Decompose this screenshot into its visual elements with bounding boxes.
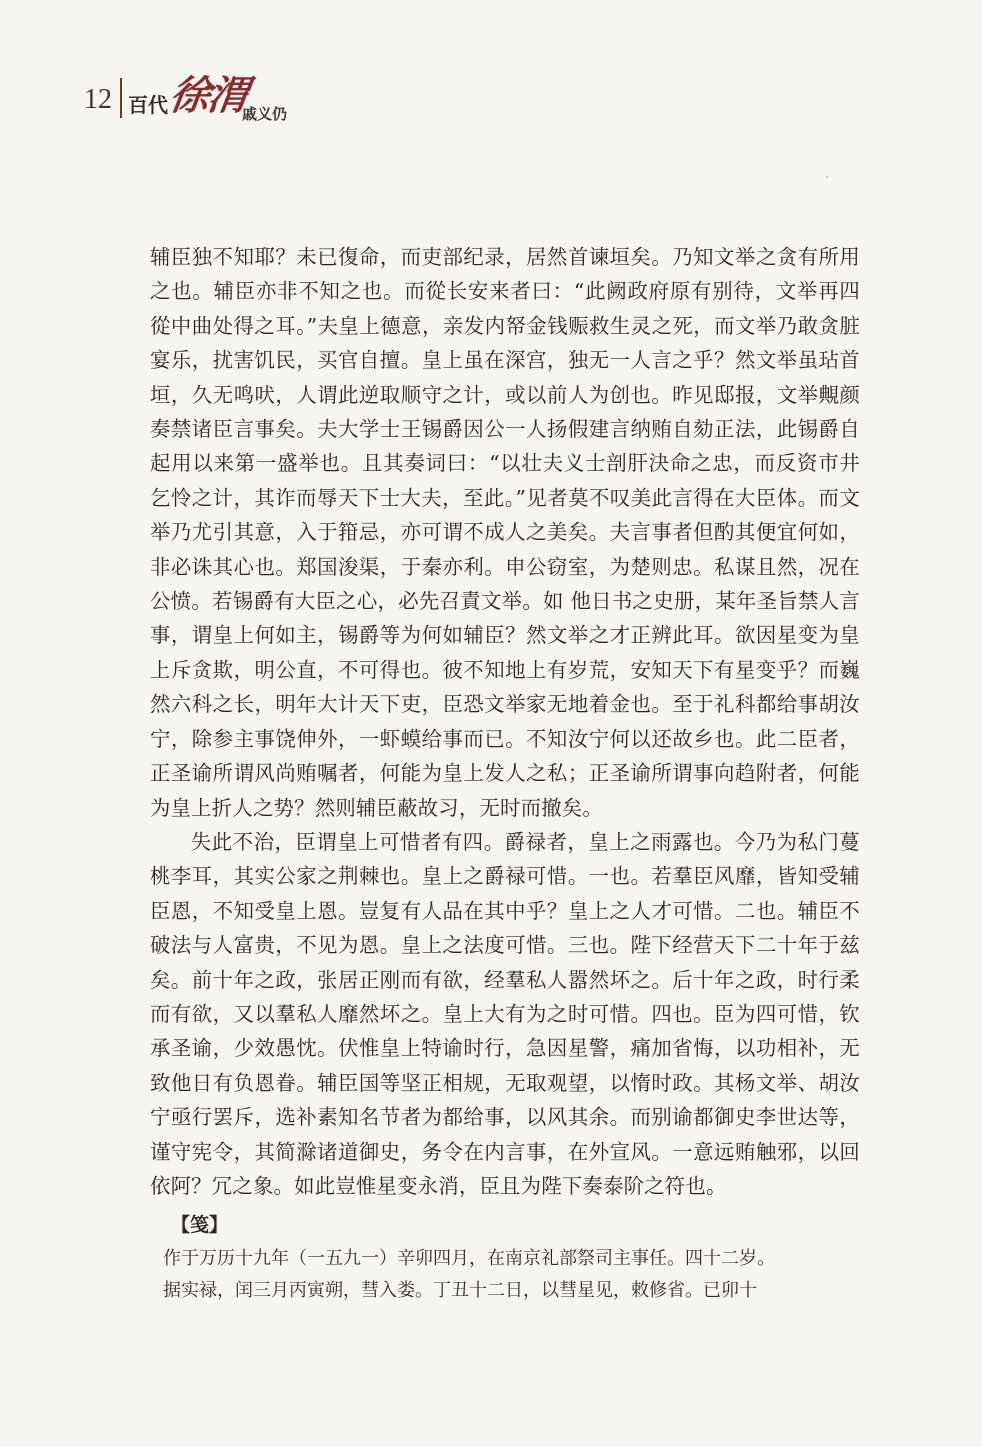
page-header bbox=[84, 70, 288, 123]
series-logo-prefix: 百代 bbox=[128, 93, 168, 117]
series-logo-calligraphy: 徐渭 bbox=[166, 72, 250, 119]
page-number: 12 bbox=[84, 84, 112, 115]
page-speck bbox=[826, 176, 828, 178]
paragraph: 失此不治，臣谓皇上可惜者有四。爵禄者，皇上之雨露也。今乃为私门蔓桃李耳，其实公家之荆棘也。皇上之爵禄可惜。一也。若羣臣风靡，皆知受辅臣恩，不知受皇上恩。豈复有人品在其中乎？皇上之人才可惜。二也。辅臣不破法与人富贵，不见为恩。皇上之法度可惜。三也。陛下经营天下二十年于兹矣。前十年之政，张居正刚而有欲，经羣私人嚣然坏之。后十年之政，时行柔而有欲，又以羣私人靡然坏之。皇上大有为之时可惜。四也。臣为四可惜，钦承圣谕，少效愚忱。伏惟皇上特谕时行，急因星警，痛加省悔，以功相补，无致他日有负恩眷。辅臣国等坚正相规，无取观望，以惰时政。其杨文举、胡汝宁亟行罢斥，选补素知名节者为都给事，以风其余。而别谕都御史李世达等，谨守宪令，其简滁诸道御史，务令在内言事，在外宣风。一意远贿触邪，以回依阿？冗之象。如此豈惟星变永消，臣且为陛下奏泰阶之符也。 bbox=[150, 829, 860, 1198]
main-text bbox=[150, 240, 860, 1203]
note-line: 作于万历十九年（一五九一）辛卯四月，在南京礼部祭司主事任。四十二岁。 bbox=[163, 1248, 775, 1269]
paragraph: 辅臣独不知耶？未已復命，而吏部纪录，居然首谏垣矣。乃知文举之贪有所用之也。辅臣亦非不知之也。而從长安来者曰：“此阙政府原有别待，文举再四從中曲处得之耳。”夫皇上德意，亲发内帑金钱赈救生灵之死，而文举乃敢贪脏宴乐，扰害饥民，买官自擅。皇上虽在深宫，独无一人言之乎？然文举虽玷首垣，久无鸣吠，人谓此逆取顺守之计，或以前人为创也。昨见邸报，文举覥颜奏禁诸臣言事矣。夫大学士王锡爵因公一人扬假建言纳贿自劾正法，此锡爵自起用以来第一盛举也。且其奏词曰：“以壮夫义士剖肝決命之忠，而反资市井乞怜之计，其诈而辱天下士大夫，至此。”见者莫不叹美此言得在大臣体。而文举乃尤引其意，入于箝忌，亦可谓不成人之美矣。夫言事者但酌其便宜何如，非必诛其心也。郑国浚渠，于秦亦利。申公窃室，为楚则忠。私谋且然，况在公愤。若锡爵有大臣之心，必先召責文举。如 他日书之史册，某年圣旨禁人言事，谓皇上何如主，锡爵等为何如辅臣？然文举之才正辨此耳。欲因星变为皇上斥贪欺，明公直，不可得也。彼不知地上有岁荒，安知天下有星变乎？而巍然六科之长，明年大计天下吏，臣恐文举家无地着金也。至于礼科都给事胡汝宁，除参主事饶伸外，一虾蟆给事而已。不知汝宁何以还故乡也。此二臣者，正圣谕所谓风尚贿嘱者，何能为皇上发人之私；正圣谕所谓事向趋附者，何能为皇上折人之势？然则辅臣蔽故习，无时而撤矣。 bbox=[150, 245, 860, 820]
header-divider bbox=[120, 78, 122, 118]
series-logo-subtitle: 戚义仍 bbox=[242, 105, 288, 123]
series-logo bbox=[128, 72, 288, 123]
commentary-note bbox=[163, 1211, 863, 1307]
note-line: 据实禄，闰三月丙寅朔，彗入娄。丁丑十二日，以彗星见，敕修省。已卯十 bbox=[163, 1280, 757, 1301]
note-heading: 【笺】 bbox=[171, 1214, 229, 1236]
